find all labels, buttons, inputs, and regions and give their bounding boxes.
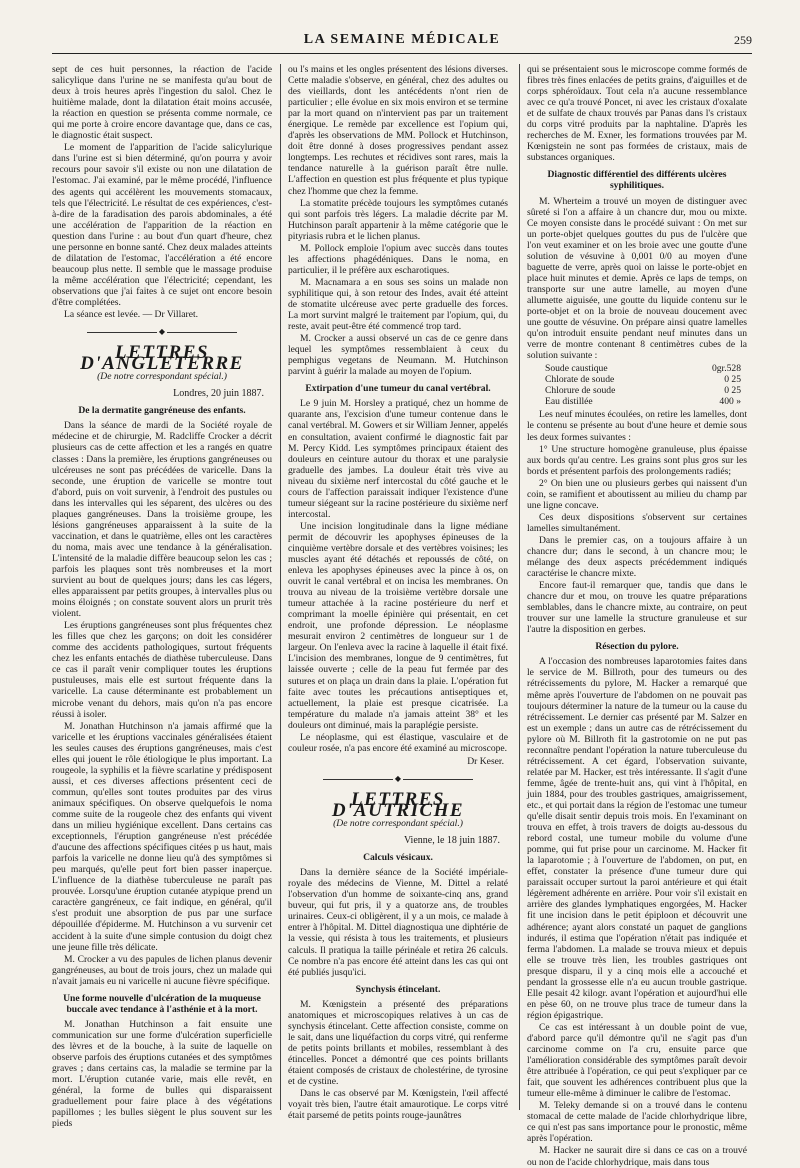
author-signature: Dr Keser. bbox=[467, 755, 504, 767]
formula-row: Chlorure de soude 0 25 bbox=[545, 385, 741, 397]
column-left bbox=[52, 64, 272, 1130]
paragraph: M. Crocker a vu des papules de lichen planus devenir gangréneuses, au bout de trois jours, chez un malade qui n'avait jamais eu ni varicelle ni aucune fièvre spécifique. bbox=[52, 953, 272, 987]
paragraph: M. Jonathan Hutchinson n'a jamais affirmé que la varicelle et les éruptions vaccinales généralisées étaient les seules causes des éruptions gangréneuses, mais c'est elles qui jouent le rôle étiologique le plus important. La rougeole, la syphilis et la fièvre scarlatine y prédisposent aussi, et ces diverses affections présentent ceci de commun, qu'elles sont toutes produites par des virus animaux spécifiques. On observe quelquefois le noma comme suite de la rougeole chez des enfants qui vivent dans un milieu hygiénique excellent. Dans certains cas exceptionnels, l'éruption gangréneuse n'est précédée d'aucune des affections spécifiques citées p us haut, mais parfois la varicelle ne donne lieu qu'à des symptômes si peu marqués, qu'elle peut fort bien passer inaperçue. L'influence de la diathèse tuberculeuse ne paraît pas prouvée. Lorsqu'une éruption cutanée atypique prend un caractère gangréneux, ce fait indique, en général, qu'il s'est produit une absorption de pus par une surface dépouillée d'épiderme. M. Hutchinson a vu survenir cet accident à la suite d'une simple contusion du doigt chez une jeune fille très délicate. bbox=[52, 720, 272, 953]
column-right bbox=[527, 64, 747, 1168]
paragraph: M. Macnamara a en sous ses soins un malade non syphilitique qui, à son retour des Indes, avait été atteint de stomatite ulcéreuse avec perte graduelle des forces. La mort survint malgré le traitement par l'opium, qui, du reste, avait peut-être été commencé trop tard. bbox=[288, 276, 508, 333]
article-heading: Calculs vésicaux. bbox=[363, 852, 433, 864]
paragraph: 1° Une structure homogène granuleuse, plus épaisse aux bords qu'au centre. Les grains sont plus gros sur les bords et présentent parfois des prolongements radiés; bbox=[527, 443, 747, 477]
page-number: 259 bbox=[734, 33, 752, 47]
paragraph: Dans la dernière séance de la Société impériale-royale des médecins de Vienne, M. Dittel a relaté l'observation d'un homme de soixante-cinq ans, grand buveur, qui fut pris, il y a quatorze ans, de troubles urinaires. Ceux-ci obligèrent, il y a un mois, ce malade à entrer à l'hôpital. M. Dittel diagnostiqua une diphtérie de la vessie, qui résista à tous les traitements, et plusieurs calculs. Il pratiqua la taille périnéale et retira 26 calculs. Ce nombre n'a pas encore été atteint dans les cas qui ont été publiés jusqu'ici. bbox=[288, 867, 508, 978]
section-title-austria: LETTRES D'AUTRICHE bbox=[331, 788, 465, 821]
section-subtitle: (De notre correspondant spécial.) bbox=[333, 818, 463, 830]
paragraph: sept de ces huit personnes, la réaction de l'acide salicylique dans l'urine ne se manifesta qu'au bout de deux à trois heures après l'ingestion du salol. Chez le huitième malade, dont la dilatation était moins accusée, la réaction en question se présenta comme normale, ce qui me porte à croire encore davantage que, dans ce cas, le diagnostic était suspect. bbox=[52, 64, 272, 142]
paragraph: M. Kœnigstein a présenté des préparations anatomiques et microscopiques relatives à un cas de synchysis étincelant. Cette affection consiste, comme on le sait, dans une liquéfaction du corps vitré, qui renferme de petits points brillants et mobiles, ressemblant à des étincelles. Poncet a démontré que ces points brillants étaient composés de cristaux de cholestérine, de tyrosine et de cystine. bbox=[288, 998, 508, 1088]
paragraph: Dans la séance de mardi de la Société royale de médecine et de chirurgie, M. Radcliffe Crocker a décrit plusieurs cas de cette affection et les a rangés en quatre classes : Dans la première, les éruptions gangréneuses ou ulcéreuses ne sont pas précédées de varicelle. Dans la seconde, une éruption de varicelle se montre tout d'abord, puis on voit survenir, à l'endroit des pustules ou dans les intervalles qui les séparent, des ulcères ou des plaques gangréneuses. Dans la troisième groupe, les lésions gangréneuses apparaissent à la suite de la vaccination, et dans le quatrième, elles ont les caractères du noma, mais avec une tendance à la généralisation. L'intensité de la maladie diffère beaucoup selon les cas ; parfois les plaques sont très nombreuses et la mort survient au bout de quelques jours; dans les cas légers, elles apparaissent par petits groupes, à intervalles plus ou moins éloignés ; on constate souvent alors un prurit très violent. bbox=[52, 420, 272, 620]
column-middle bbox=[288, 64, 508, 1122]
paragraph: Ces deux dispositions s'observent sur certaines lamelles simultanément. bbox=[527, 511, 747, 534]
paragraph: Dans le cas observé par M. Kœnigstein, l'œil affecté voyait très bien, l'autre était amaurotique. Le corps vitré était parsemé de petits points rouge-jaunâtres bbox=[288, 1088, 508, 1122]
column-rule bbox=[280, 64, 281, 1110]
paragraph: M. Hacker ne saurait dire si dans ce cas on a trouvé ou non de l'acide chlorhydrique, mais dans tous bbox=[527, 1145, 747, 1168]
paragraph: M. Pollock emploie l'opium avec succès dans toutes les affections phagédéniques. Dans le noma, en particulier, il le préfère aux escharotiques. bbox=[288, 242, 508, 276]
section-subtitle: (De notre correspondant spécial.) bbox=[97, 371, 227, 383]
paragraph: A l'occasion des nombreuses laparotomies faites dans le service de M. Billroth, pour des tumeurs ou des rétrécissements du pylore, M. Hacker a remarqué que même après l'ouverture de l'abdomen on ne pouvait pas toujours déterminer la nature de la tumeur ou la cause du rétrécissement. Le dernier cas présenté par M. Salzer en est un exemple ; dans un autre cas de rétrécissement du pylore où M. Billroth fit la gastrotomie on ne put pas reconnaître pendant l'opération la nature tuberculeuse du rétrécissement. A cet égard, l'observation suivante, relatée par M. Hacker, est très intéressante. Il s'agit d'une femme, âgée de trente-huit ans, qui vint à l'hôpital, en juin 1884, pour des troubles gastriques, amaigrissement, etc., et qui portait dans la région de l'estomac une tumeur qu'elle disait sentir depuis trois mois. En l'examinant on trouva en effet, à trois travers de doigts au-dessous du rebord costal, une tumeur mobile du volume d'une pomme, qui fut prise pour un carcinome. M. Hacker fit la laparotomie ; à l'ouverture de l'abdomen, on put, en effet, constater la présence d'une tumeur dure qui paraissait occuper surtout la paroi antérieure et qui était légèrement adhérente en arrière. Pour voir s'il existait en arrière des glandes lymphatiques engorgées, M. Hacker fit une incision dans le petit épiploon et découvrit une adhérence; ayant alors constaté un paquet de ganglions indurés, il estima que l'opération n'était pas indiquée et ferma l'abdomen. La malade se trouva mieux et depuis elle se trouve très lien, les troubles gastriques ont presque disparu, il y a cinq mois elle a accouché et pendant la grossesse elle n'a eu aucun trouble gastrique. Elle pesait 42 kilogr. avant l'opération et aujourd'hui elle en pèse 60, on ne trouve plus trace de tumeur dans la région épigastrique. bbox=[527, 656, 747, 1021]
paragraph: M. Teleky demande si on a trouvé dans le contenu stomacal de cette malade de l'acide chlorhydrique libre, ce qui n'est pas sans importance pour le pronostic, même après l'opération. bbox=[527, 1100, 747, 1145]
article-heading: Synchysis étincelant. bbox=[355, 983, 441, 995]
paragraph: Les neuf minutes écoulées, on retire les lamelles, dont le contenu se présente au bout d'une heure et demie sous les deux formes suivantes : bbox=[527, 409, 747, 443]
column-rule bbox=[519, 64, 520, 1110]
paragraph: Dans le premier cas, on a toujours affaire à un chancre dur; dans le second, à un chancre mou; le mélange des deux aspects précédemment indiqués caractérise le chancre mixte. bbox=[527, 534, 747, 580]
paragraph: Une incision longitudinale dans la ligne médiane permit de découvrir les apophyses épineuses de la cinquième vertèbre dorsale et des vertèbres voisines; les muscles ayant été détachés et repoussés de côté, on enleva les apophyses épineuses avec la pince à os, on ouvrit le canal vertébral et on incisa les membranes. On trouva au niveau de la troisième vertèbre dorsale une tumeur attachée à la racine postérieure du nerf et comprimant la moelle épinière qui présentait, en cet endroit, une profonde dépression. Le néoplasme mesurait environ 2 centimètres de longueur sur 1 de largeur. On l'enleva avec la racine à laquelle il était fixé. L'incision des membranes, longue de 9 centimètres, fut laissée ouverte ; celle de la peau fut fermée par des sutures et on plaça un drain dans la plaie. L'opération fut faite avec toutes les précautions antiseptiques et, actuellement, la plaie est presque cicatrisée. La température du malade n'a jamais atteint 38° et les douleurs ont diminué, mais la paraplégie persiste. bbox=[288, 520, 508, 731]
paragraph: M. Crocker a aussi observé un cas de ce genre dans lequel les symptômes ressemblaient à ceux du pemphigus vegetans de Neumann. M. Hutchinson parvint à guérir la malade au moyen de l'opium. bbox=[288, 333, 508, 378]
paragraph: M. Wherteim a trouvé un moyen de distinguer avec sûreté si l'on a affaire à un chancre dur, mou ou mixte. Ce moyen consiste dans le procédé suivant : On met sur un porte-objet quelques gouttes du pus de l'ulcère que l'on veut examiner et on les broie avec une goutte d'une solution de vésuvine à 0,001 0/0 au moyen d'une baguette de verre, après quoi on laisse le porte-objet en place huit minutes et demie. Après ce laps de temps, on transporte sur une autre lamelle, au moyen d'une allumette aiguisée, une goutte du liquide contenu sur le porte-objet et on la broie de nouveau doucement avec une goutte de vésuvine. On prépare ainsi quatre lamelles qu'on introduit ensuite pendant neuf minutes dans un verre de montre contenant 8 centimètres cubes de la solution suivante : bbox=[527, 195, 747, 362]
paragraph: 2° On bien une ou plusieurs gerbes qui naissent d'un coin, se ramifient et aboutissent au milieu du champ par une ligne concave. bbox=[527, 477, 747, 511]
paragraph: La séance est levée. — Dr Villaret. bbox=[64, 309, 199, 321]
journal-title: LA SEMAINE MÉDICALE bbox=[303, 32, 501, 47]
formula-row: Eau distillée 400 » bbox=[545, 396, 741, 408]
ornament-divider: ◆ bbox=[52, 326, 272, 337]
formula-row: Chlorate de soude 0 25 bbox=[545, 374, 741, 386]
formula-row: Soude caustique 0gr.528 bbox=[545, 363, 741, 375]
paragraph: Encore faut-il remarquer que, tandis que dans le chancre dur et mou, on trouve les quatre préparations semblables, dans le chancre mixte, au contraire, on peut trouver sur une lamelle la structure granuleuse et sur l'autre la disposition en gerbes. bbox=[527, 580, 747, 636]
article-heading: De la dermatite gangréneuse des enfants. bbox=[78, 405, 246, 417]
paragraph: Le 9 juin M. Horsley a pratiqué, chez un homme de quarante ans, l'excision d'une tumeur contenue dans le canal vertébral. M. Gowers et sir William Jenner, appelés en consultation, avaient confirmé le diagnostic fait par M. Percy Kidd. Les symptômes principaux étaient des douleurs en ceinture autour du thorax et une paralysie graduelle des jambes. La douleur était très vive au niveau du sixième nerf intercostal du côté gauche et le cours de l'affection paraissait indiquer l'existence d'une tumeur siégeant sur la racine postérieure du sixième nerf intercostal. bbox=[288, 398, 508, 520]
paragraph: La stomatite précède toujours les symptômes cutanés qui sont parfois très légers. La maladie décrite par M. Hutchinson paraît appartenir à la même catégorie que le pityriasis rubra et le lichen planus. bbox=[288, 197, 508, 242]
paragraph: ou l's mains et les ongles présentent des lésions diverses. Cette maladie s'observe, en général, chez des adultes ou des vieillards, dont les antécédents n'ont rien de particulier ; elle évolue en six mois environ et se termine par la mort quand on n'intervient pas par un traitement énergique. Le remède par excellence est l'opium qui, d'après les observations de MM. Pollock et Hutchinson, doit être donné à doses progressives pendant assez longtemps. Les rechutes et récidives sont rares, mais la tendance naturelle à la guérison paraît être nulle. L'affection en question est plus fréquente et plus typique chez l'homme que chez la femme. bbox=[288, 64, 508, 197]
paragraph: Le moment de l'apparition de l'acide salicylurique dans l'urine est si bien déterminé, qu'on pourra y avoir recours pour savoir s'il existe ou non une dilatation de l'estomac. J'ai examiné, par le même procédé, l'influence des agents qui accélèrent les mouvements stomacaux, tels que l'électricité. Le résultat de ces expériences, c'est-à-dire de la faradisation des parois abdominales, a été une accélération de l'apparition de la réaction en question dans l'urine : au bout d'un quart d'heure, chez une personne en bonne santé. Chez deux malades atteints de dilatation de l'estomac, l'accélération a été encore beaucoup plus nette. Il semble que le massage produise la même accélération que l'électricité; cependant, les observations que j'ai faites à ce sujet ont encore besoin d'être complétées. bbox=[52, 142, 272, 308]
dateline: Vienne, le 18 juin 1887. bbox=[403, 835, 500, 847]
article-heading: Résection du pylore. bbox=[595, 641, 679, 653]
paragraph: qui se présentaient sous le microscope comme formés de fibres très fines enlacées de petits grains, d'aiguilles et de corps sphéroïdaux. Tout cela n'a aucune ressemblance avec ce qu'a trouvé Poncet, ni avec les cristaux d'oxalate et de sulfate de chaux trouvés par Panas dans l's cristaux du corps vitré produits par la naphtaline. D'après les recherches de M. Exner, les formations trouvées par M. Kœnigstein ne sont pas formées de cristaux, mais de substances organiques. bbox=[527, 64, 747, 164]
dateline: Londres, 20 juin 1887. bbox=[173, 388, 264, 400]
article-heading: Une forme nouvelle d'ulcération de la muqueuse buccale avec tendance à l'asthénie et à la mort. bbox=[63, 992, 261, 1015]
paragraph: Ce cas est intéressant à un double point de vue, d'abord parce qu'il démontre qu'il ne s'agit pas d'un carcinome comme on l'a cru, ensuite parce que l'amélioration considérable des symptômes paraît devoir être attribuée à l'opération, ce qui peut s'expliquer par ce fait, que souvent les adhérences contribuent plus que la tumeur elle-même à diminuer le calibre de l'estomac. bbox=[527, 1021, 747, 1100]
section-title-england: LETTRES D'ANGLETERRE bbox=[80, 342, 244, 375]
article-heading: Extirpation d'une tumeur du canal vertébral. bbox=[305, 383, 491, 395]
page-header bbox=[52, 28, 752, 54]
formula-table bbox=[545, 363, 747, 407]
article-heading: Diagnostic différentiel des différents ulcères syphilitiques. bbox=[547, 169, 727, 192]
paragraph: Le néoplasme, qui est élastique, vasculaire et de couleur rosée, n'a pas encore été examiné au microscope. bbox=[288, 731, 508, 754]
paragraph: Les éruptions gangréneuses sont plus fréquentes chez les filles que chez les garçons; on doit les considérer comme des accidents pathologiques, surtout fréquents chez les enfants entachés de diathèse tuberculeuse. Dans ce cas il paraît venir compliquer toutes les éruptions pustuleuses, mais elle est surtout fréquente dans la varicelle. La cause déterminante est probablement un microbe venant du dehors, mais qu'on n'a pas encore réussi à isoler. bbox=[52, 620, 272, 720]
paragraph: M. Jonathan Hutchinson a fait ensuite une communication sur une forme d'ulcération superficielle des lèvres et de la bouche, à la suite de laquelle on observe parfois des éruptions cutanées et des symptômes graves ; dans certains cas, la maladie se termine par la mort. L'éruption cutanée varie, mais elle revêt, en général, la forme de bulles qui disparaissent graduellement pour faire place à des végétations papillomes ; les bulles siègent le plus souvent sur les pieds bbox=[52, 1018, 272, 1130]
ornament-divider: ◆ bbox=[288, 773, 508, 784]
